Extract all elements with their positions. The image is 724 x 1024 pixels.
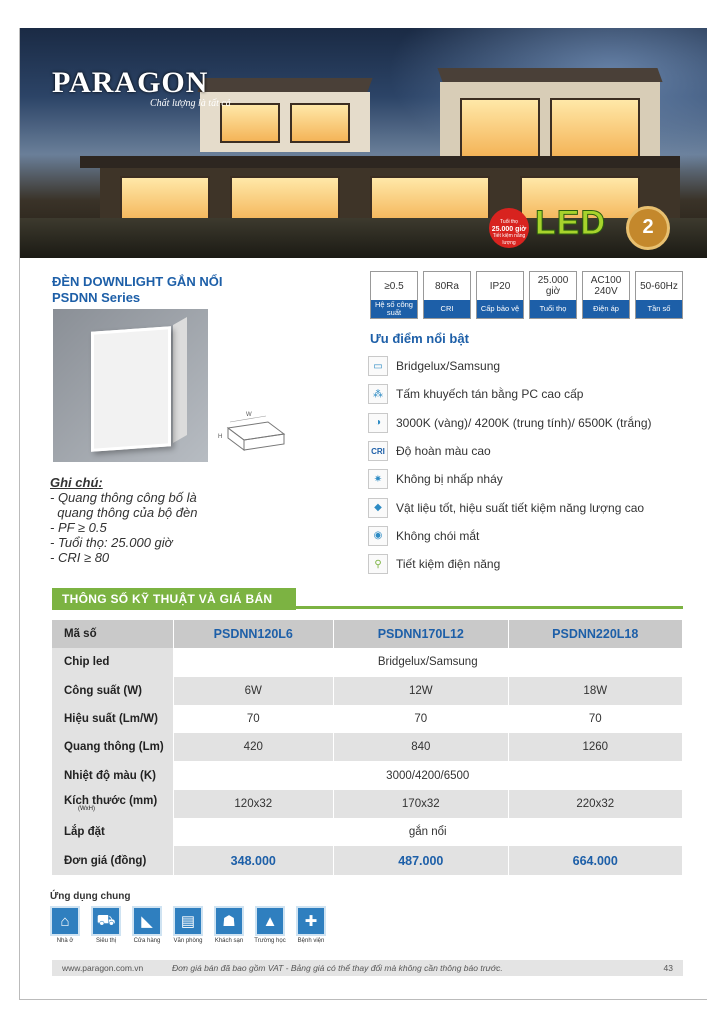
- product-series: PSDNN Series: [52, 290, 141, 305]
- table-row: Nhiệt độ màu (K) 3000/4200/6500: [52, 761, 683, 789]
- lifetime-promo-badge: Tuổi thọ 25.000 giờ Tiết kiệm năng lượng: [489, 208, 529, 248]
- table-row: Hiệu suất (Lm/W) 70 70 70: [52, 705, 683, 733]
- model-code: PSDNN170L12: [334, 620, 508, 648]
- diamond-icon: ◆: [368, 498, 388, 518]
- footer-url[interactable]: www.paragon.com.vn: [62, 963, 144, 973]
- table-header-row: Mã số PSDNN120L6 PSDNN170L12 PSDNN220L18: [52, 620, 683, 648]
- notes-title: Ghi chú:: [50, 475, 103, 490]
- note-line: - Quang thông công bố là: [50, 490, 197, 505]
- application-item: ✚ Bệnh viện: [296, 906, 326, 944]
- cri-icon: CRI: [368, 441, 388, 461]
- office-icon: ▤: [173, 906, 203, 936]
- shoe-icon: ◣: [132, 906, 162, 936]
- diffuser-icon: ⁂: [368, 384, 388, 404]
- eye-icon: ◉: [368, 526, 388, 546]
- note-line: quang thông của bộ đèn: [50, 505, 198, 520]
- advantage-item: ▭ Bridgelux/Samsung: [368, 352, 652, 380]
- led-badge: LED: [535, 204, 606, 242]
- application-item: ▲ Trường học: [255, 906, 285, 944]
- brand-slogan: Chất lượng là tất cả: [150, 98, 231, 109]
- advantage-item: ◉ Không chói mắt: [368, 522, 652, 550]
- energy-saving-icon: ⚲: [368, 554, 388, 574]
- notes-block: [50, 475, 197, 565]
- applications-list: [50, 906, 326, 944]
- footer-disclaimer: Đơn giá bán đã bao gồm VAT - Bảng giá có thể thay đổi mà không cần thông báo trước.: [172, 963, 503, 973]
- spec-box-voltage: AC100 240V Điện áp: [582, 271, 630, 319]
- advantage-item: ⚲ Tiết kiệm điện năng: [368, 550, 652, 578]
- advantages-title: Ưu điểm nổi bật: [370, 331, 469, 346]
- product-title: ĐÈN DOWNLIGHT GẮN NỔI: [52, 274, 223, 289]
- spec-boxes: [370, 271, 683, 319]
- advantage-item: CRI Độ hoàn màu cao: [368, 437, 652, 465]
- table-row: Kích thước (mm) (WxH) 120x32 170x32 220x32: [52, 790, 683, 818]
- advantage-item: ◆ Vật liệu tốt, hiệu suất tiết kiệm năng lượng cao: [368, 493, 652, 521]
- table-row: Lắp đặt gắn nổi: [52, 818, 683, 846]
- spec-price-table: [52, 620, 683, 875]
- note-line: - CRI ≥ 80: [50, 550, 110, 565]
- model-code: PSDNN120L6: [173, 620, 334, 648]
- spec-box-frequency: 50-60Hz Tần số: [635, 271, 683, 319]
- application-item: ⛟ Siêu thị: [91, 906, 121, 944]
- advantages-list: [368, 352, 652, 578]
- table-row-price: Đơn giá (đồng) 348.000 487.000 664.000: [52, 846, 683, 874]
- product-title-block: [52, 274, 222, 306]
- table-row: Công suất (W) 6W 12W 18W: [52, 677, 683, 705]
- footer: [52, 960, 683, 976]
- dimension-w-label: W: [246, 412, 252, 418]
- product-photo: [53, 309, 208, 462]
- table-row: Quang thông (Lm) 420 840 1260: [52, 733, 683, 761]
- hotel-icon: ☗: [214, 906, 244, 936]
- application-item: ◣ Cửa hàng: [132, 906, 162, 944]
- advantage-item: ✷ Không bị nhấp nháy: [368, 465, 652, 493]
- house-icon: ⌂: [50, 906, 80, 936]
- dimension-drawing: [218, 408, 290, 466]
- spec-box-ip: IP20 Cấp bảo vệ: [476, 271, 524, 319]
- no-flicker-icon: ✷: [368, 469, 388, 489]
- price-value: 348.000: [173, 846, 334, 874]
- application-item: ▤ Văn phòng: [173, 906, 203, 944]
- warranty-badge: 2: [626, 206, 670, 250]
- applications-title: Ứng dụng chung: [50, 891, 131, 902]
- spec-box-power-factor: ≥0.5 Hệ số công suất: [370, 271, 418, 319]
- hospital-cross-icon: ✚: [296, 906, 326, 936]
- color-temp-icon: ◑: [368, 413, 388, 433]
- note-line: - PF ≥ 0.5: [50, 520, 107, 535]
- section-title: THÔNG SỐ KỸ THUẬT VÀ GIÁ BÁN: [52, 588, 296, 610]
- application-item: ☗ Khách sạn: [214, 906, 244, 944]
- application-item: ⌂ Nhà ở: [50, 906, 80, 944]
- spec-box-lifetime: 25.000 giờ Tuổi thọ: [529, 271, 577, 319]
- spec-box-cri: 80Ra CRI: [423, 271, 471, 319]
- price-value: 664.000: [508, 846, 682, 874]
- graduation-cap-icon: ▲: [255, 906, 285, 936]
- price-value: 487.000: [334, 846, 508, 874]
- page-number: 43: [663, 963, 673, 973]
- dimension-h-label: H: [218, 434, 223, 440]
- model-code: PSDNN220L18: [508, 620, 682, 648]
- advantage-item: ◑ 3000K (vàng)/ 4200K (trung tính)/ 6500K (trắng): [368, 409, 652, 437]
- table-row: Chip led Bridgelux/Samsung: [52, 648, 683, 676]
- advantage-item: ⁂ Tấm khuyếch tán bằng PC cao cấp: [368, 380, 652, 408]
- brand-logo: PARAGON: [52, 66, 209, 99]
- note-line: - Tuổi thọ: 25.000 giờ: [50, 535, 173, 550]
- chip-icon: ▭: [368, 356, 388, 376]
- cart-icon: ⛟: [91, 906, 121, 936]
